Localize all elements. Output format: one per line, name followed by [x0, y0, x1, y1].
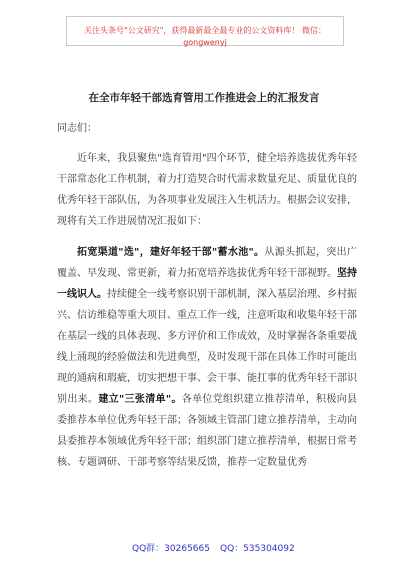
- header-notice-box: [66, 16, 344, 46]
- greeting: 同志们：: [57, 123, 97, 134]
- section1-lead: 从源头抓起，突出广覆盖、早发现、常更新，着力拓宽培养选拔优秀年轻干部视野。: [57, 247, 358, 279]
- point1-text: 持续健全一线考察识别干部机制，深入基层治理、乡村振兴、信访维稳等重大项目、重点工作一线，注意听取和收集年轻干部在基层一线的具体表现、多方评价和工作成效，及时掌握各条重要战线上涌现的经验做法和先进典型，及时发现干部在具体工作时可能出现的通病和瑕疵，切实把想干事、会干事、能扛事的优秀年轻干部识别出来。: [57, 289, 357, 405]
- point2-text: 各单位党组织建立推荐清单，积极向县委推荐本单位优秀年轻干部；各领域主管部门建立推荐清单，主动向县委推荐本领域优秀年轻干部；组织部门建立推荐清单，根据日常考核、专题调研、干部考察等结果反馈，推荐一定数量优秀: [57, 394, 358, 468]
- intro-paragraph: 近年来，我县聚焦"选育管用"四个环节，健全培养选拔优秀年轻干部常态化工作机制，着力打造契合时代需求数量充足、质量优良的优秀年轻干部队伍，为各项事业发展注入生机活力。根据会议安排，现将有关工作进展情况汇报如下：: [57, 153, 357, 227]
- section1-heading: 拓宽渠道"选"，建好年轻干部"蓄水池"。: [77, 247, 265, 258]
- document-body: [57, 148, 357, 473]
- footer-qq-number: QQ：535304092: [220, 544, 295, 554]
- footer-qq-group: QQ群：30265665: [132, 544, 210, 554]
- point1-heading: 坚持一线识人。: [57, 268, 357, 300]
- header-notice-text: 关注头条号"公文研究"，获得最新最全最专业的公文资料库！ 微信：gongwenyj: [84, 26, 326, 47]
- footer-contact: [0, 541, 408, 555]
- section1-paragraph: [57, 242, 357, 473]
- document-title: 在全市年轻干部选育管用工作推进会上的汇报发言: [88, 92, 320, 104]
- point2-heading: 建立"三张清单"。: [98, 394, 182, 405]
